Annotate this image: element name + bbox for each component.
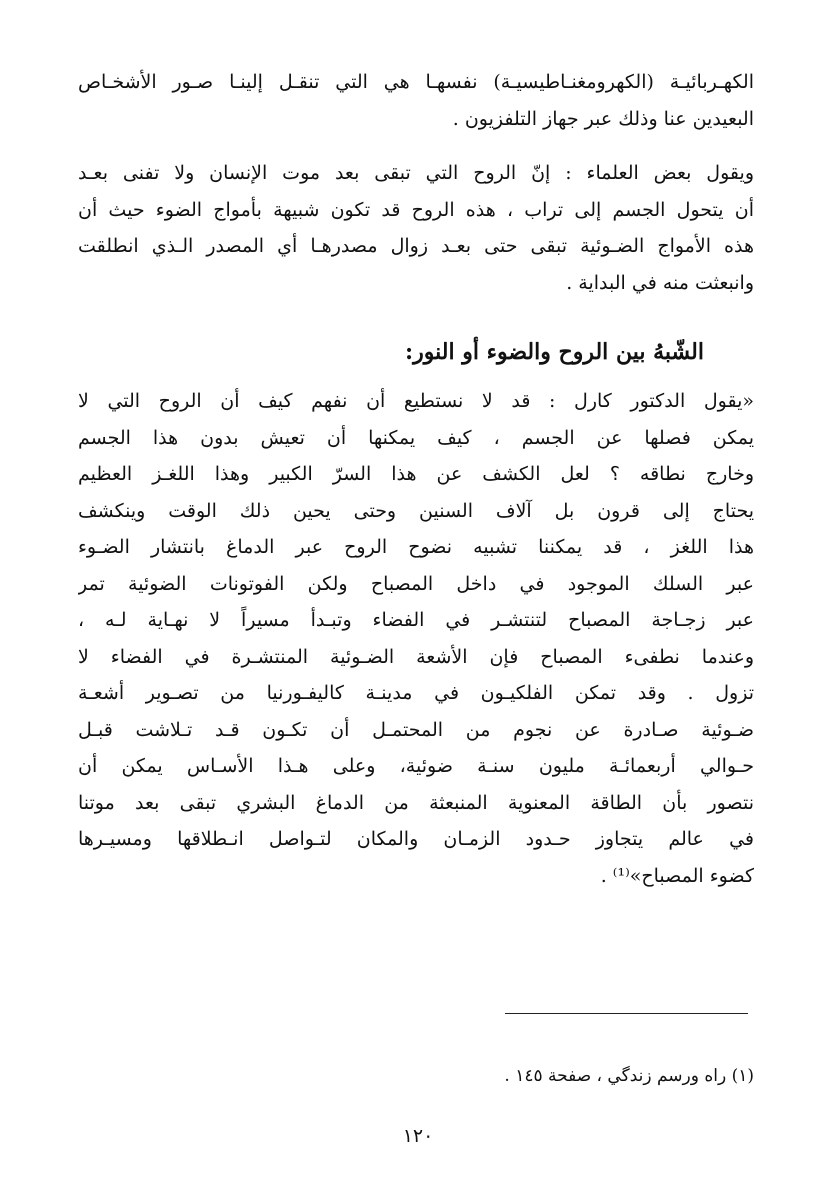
paragraph-intro bbox=[78, 64, 754, 137]
text-line: وانبعثت منه في البداية . bbox=[566, 271, 754, 294]
text-line: في عالم يتجاوز حـدود الزمـان والمكان لتـواصل انـطلاقها ومسيـرها bbox=[78, 828, 754, 850]
paragraph-second bbox=[78, 155, 754, 301]
paragraph-quote bbox=[78, 383, 754, 894]
section-heading: الشّبهُ بين الروح والضوء أو النور: bbox=[405, 339, 704, 365]
text-line: ويقول بعض العلماء : إنّ الروح التي تبقى بعد موت الإنسان ولا تفنى بعـد bbox=[78, 162, 754, 184]
footnote-separator bbox=[505, 1013, 748, 1014]
text-line: وخارج نطاقه ؟ لعل الكشف عن هذا السرّ الكبير وهذا اللغـز العظيم bbox=[78, 463, 754, 485]
text-line: تزول . وقد تمكن الفلكيـون في مدينـة كاليفـورنيا من تصـوير أشعـة bbox=[78, 682, 754, 704]
footnote: (١) راه ورسم زندگي ، صفحة ١٤٥ . bbox=[504, 1066, 754, 1086]
text-line: يحتاج إلى قرون بل آلاف السنين وحتى يحين ذلك الوقت وينكشف bbox=[78, 499, 754, 522]
text-line: كضوء المصباح»⁽¹⁾ . bbox=[600, 864, 754, 887]
text-line: عبر السلك الموجود في داخل المصباح ولكن الفوتونات الضوئية تمر bbox=[78, 572, 754, 595]
text-line: البعيدين عنا وذلك عبر جهاز التلفزيون . bbox=[452, 107, 754, 130]
text-line: نتصور بأن الطاقة المعنوية المنبعثة من الدماغ البشري تبقى بعد موتنا bbox=[78, 791, 754, 814]
page-number: ١٢٠ bbox=[402, 1125, 434, 1147]
text-line: عبر زجـاجة المصباح لتنتشـر في الفضاء وتبـدأ مسيراً لا نهـاية لـه ، bbox=[78, 609, 754, 631]
text-line: حـوالي أربعمائـة مليون سنـة ضوئية، وعلى هـذا الأسـاس يمكن أن bbox=[78, 755, 754, 777]
text-line: «يقول الدكتور كارل : قد لا نستطيع أن نفهم كيف أن الروح التي لا bbox=[78, 390, 754, 412]
text-line: أن يتحول الجسم إلى تراب ، هذه الروح قد تكون شبيهة بأمواج الضوء حيث أن bbox=[78, 198, 754, 221]
text-line: الكهـربائيـة (الكهرومغنـاطيسيـة) نفسهـا هي التي تنقـل إلينـا صـور الأشخـاص bbox=[78, 71, 754, 93]
text-line: ضـوئية صـادرة عن نجوم من المحتمـل أن تكـون قـد تـلاشت قبـل bbox=[78, 718, 754, 741]
text-line: يمكن فصلها عن الجسم ، كيف يمكنها أن تعيش بدون هذا الجسم bbox=[78, 426, 754, 449]
text-line: هذا اللغز ، قد يمكننا تشبيه نضوح الروح عبر الدماغ بانتشار الضـوء bbox=[78, 536, 754, 558]
text-line: وعندما نطفىء المصباح فإن الأشعة الضـوئية المنتشـرة في الفضاء لا bbox=[78, 645, 754, 668]
text-line: هذه الأمواج الضـوئية تبقى حتى بعـد زوال مصدرهـا أي المصدر الـذي انطلقت bbox=[78, 235, 754, 257]
